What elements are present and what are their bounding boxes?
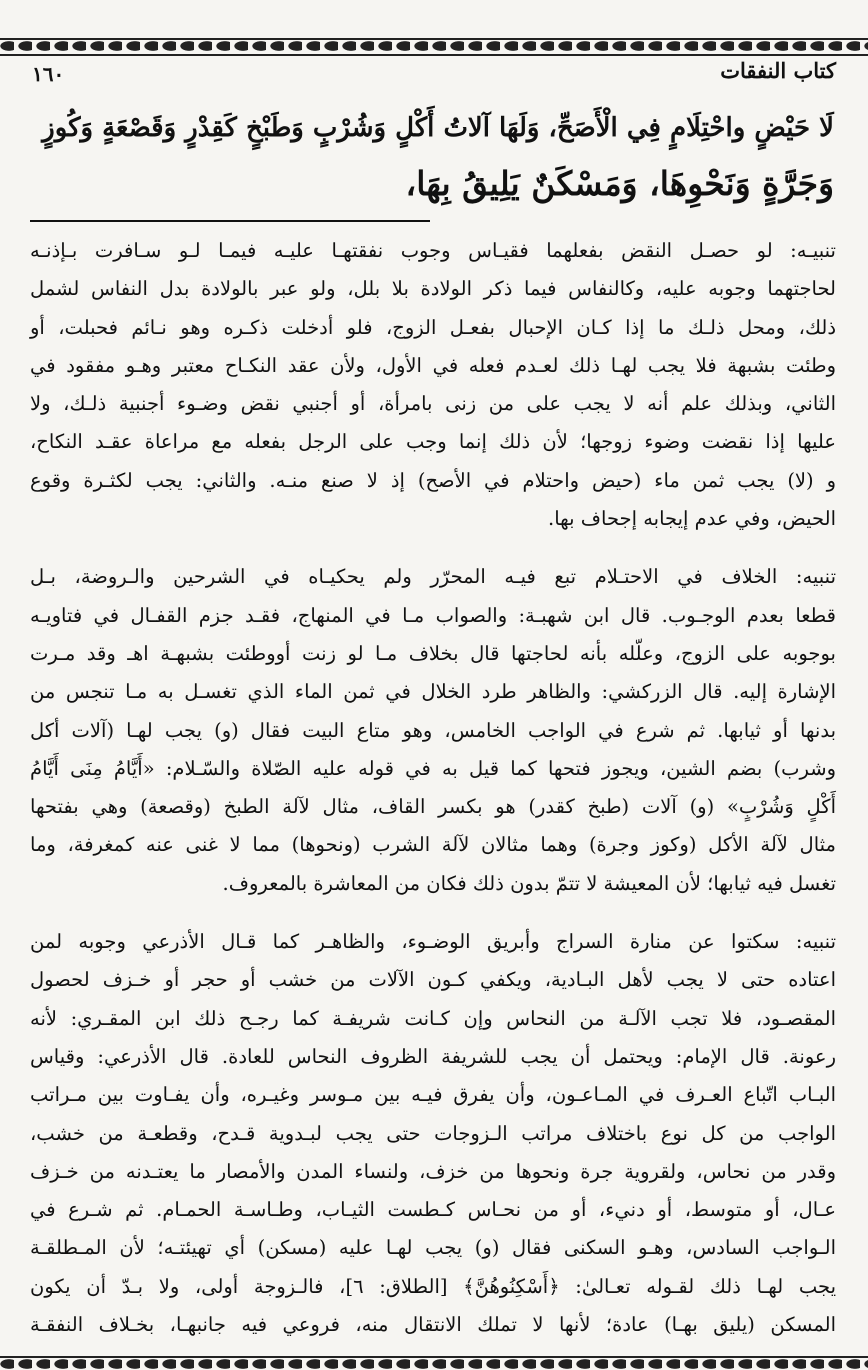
paragraph [30,558,836,903]
text-line: الثاني، وبذلك علم أنه لا يجب على من زنى بامرأة، أو أجنبي نقض وضـوء أجنبية ذلـك، ولا [30,392,836,416]
bottom-ornamental-border [0,1358,868,1370]
text-line: الـواجب السادس، وهـو السكنى فقال (و) يجب لهـا عليه (مسكن) أي تهيئتـه؛ لأن المـطلقـة [30,1236,836,1260]
text-line: عـال، أو متوسط، أو دنيء، أو من نحـاس كـطست الثيـاب، وطـاسـة الحمـام. ثم شـرع في [30,1198,836,1222]
text-line: قطعا بعدم الوجـوب. قال ابن شهبـة: والصواب مـا في المنهاج، فقـد جزم القفـال في فتاويـه [30,603,836,627]
text-line: الحيض، وفي عدم إيجابه إجحاف بها. [548,507,836,531]
text-line: المقصـود، فلا تجب الآلـة من النحاس وإن كـانت شريفـة كما رجـح ذلك ابن المقـري: لأنه [30,1006,836,1030]
text-line: البـاب اتّباع العـرف في المـاعـون، وأن يفرق فيـه بين مـوسر وغيـره، وأن يفـاوت بين مـراتب [30,1083,836,1107]
text-line: عليها إذا نقضت وضوء زوجها؛ لأن ذلك إنما وجب على الرجل بفعله مع مراعاة عقـد النكاح، [30,430,836,454]
text-line: تغسل فيه ثيابها؛ لأن المعيشة لا تتمّ بدون ذلك فكان من المعاشرة بالمعروف. [222,871,836,895]
text-line: وطئت بشبهة فلا يجب لهـا ذلك لعـدم فعله في الأول، ولأن عقد النكـاح معتبر وهـو مفقود في [30,353,836,377]
matn-text [30,100,834,212]
paragraph [30,232,836,538]
text-line: بدنها أو ثيابها. ثم شرع في الواجب الخامس، وهو متاع البيت فقال (و) يجب لهـا (آلات أكل [30,718,836,742]
text-line: تنبيـه: لو حصـل النقض بفعلهما فقيـاس وجوب نفقتهـا عليـه فيمـا لـو سـافرت بـإذنـه [30,239,836,262]
text-line: وشرب) بضم الشين، ويجوز فتحها كما قيل به في قوله عليه الصّلاة والسّـلام: «أَيَّامُ مِنَى أَيَّامُ [30,756,836,780]
text-line: ذلك، ومحل ذلـك ما إذا كـان الإحبال بفعـل الزوج، فلو أدخلت ذكـره وهو نـائم فحبلت، أو [30,315,836,339]
commentary [30,232,836,1344]
text-line: الواجب من كل نوع باختلاف مراتب الـزوجات حتى يجب لبـدوية قـدح، وقطعـة من خشب، [30,1121,836,1145]
separator-line [30,220,430,222]
text-line: بوجوبه على الزوج، وعلّله بأنه لحاجتها قال بخلاف مـا لو زنت أووطئت بشبهـة اهـ وقد مـرت [30,641,836,665]
matn-line: وَجَرَّةٍ وَنَحْوِهَا، وَمَسْكَنٌ يَلِيقُ بِهَا، [405,164,834,203]
text-line: و (لا) يجب ثمن ماء (حيض واحتلام في الأصح) إذ لا صنع منـه. والثاني: يجب لكثـرة وقوع [30,468,836,492]
text-line: المسكن (يليق بهـا) عادة؛ لأنها لا تملك الانتقال منه، فروعي فيه جانبهـا، بخـلاف النفقـة [30,1313,836,1337]
top-ornamental-border [0,40,868,52]
text-line: يجب لهـا ذلك لقـوله تعـالىٰ: ﴿أَسْكِنُوهُنَّ﴾ [الطلاق: ٦]، فالـزوجة أولى، ولا بـدّ أن يكون [30,1274,836,1298]
text-line: اعتاده حتى لا يجب لأهل البـادية، ويكفي كـون الآلات من خشب أو حجر أو خـزف لحصول [30,968,836,992]
text-line: أَكْلٍ وَشُرْبٍ» (و) آلات (طبخ كقدر) هو بكسر القاف، مثال لآلة الطبخ (وقصعة) وهي بفتحها [30,795,836,819]
text-line: تنبيه: الخلاف في الاحتـلام تبع فيـه المحرّر ولم يحكيـاه في الشرحين والـروضة، بـل [30,565,836,589]
text-line: مثال لآلة الأكل (وكوز وجرة) وهما مثالان لآلة الشرب (ونحوها) مما لا غنى عنه كمغرفة، وما [30,833,836,857]
text-line: لحاجتهما وجوبه عليه، وكالنفاس فيما ذكر الولادة بلا بلل، ولو عبر بالولادة بدل النفاس لشمل [30,277,836,301]
page-number: ١٦٠ [32,62,65,86]
text-line: رعونة. قال الإمام: ويحتمل أن يجب للشريفة الظروف النحاس للعادة. قال الأذرعي: وقياس [30,1044,836,1068]
page-header [30,56,838,90]
text-line: تنبيه: سكتوا عن منارة السراج وأبريق الوضـوء، والظاهـر كما قـال الأذرعي وجوبه لمن [30,930,836,954]
paragraph [30,923,836,1344]
text-line: الإشارة إليه. قال الزركشي: والظاهر طرد الخلال في ثمن الماء الذي تغسـل به مـا تنجس من [30,680,836,704]
text-line: وقدر من نحاس، ولقروية جرة ونحوها من خزف، ولنساء المدن والأمصار ما يعتـدنه من خـزف [30,1159,836,1183]
book-title: كتاب النفقات [720,58,836,83]
matn-line: لَا حَيْضٍ واحْتِلَامٍ فِي الْأَصَحِّ، وَلَهَا آلاتُ أَكْلٍ وَشُرْبٍ وَطَبْخٍ كَقِدْرٍ وَقَصْعَةٍ وَكُوزٍ [42,113,834,143]
